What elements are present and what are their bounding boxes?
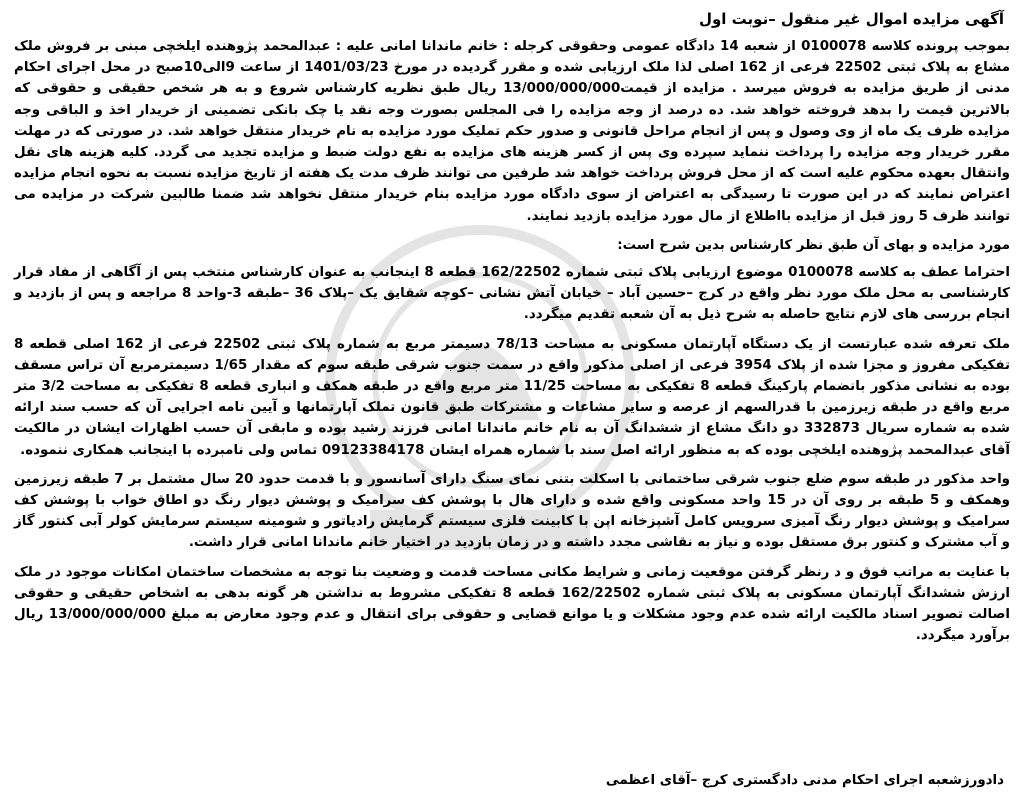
- expert-intro-line: مورد مزایده و بهای آن طبق نظر کارشناس بدین شرح است:: [617, 237, 1010, 253]
- auction-terms-paragraph: بموجب پرونده کلاسه 0100078 از شعبه 14 دادگاه عمومی وحقوقی کرجله : خانم ماندانا امانی علیه : عبدالمحمد پژوهنده ایلخچی مبنی بر فروش ملک مشاع به پلاک ثبتی 22502 فرعی از 162 اصلی لذا ملک ارزیابی شده و مقرر گردیده در مورخ 1401/03/23 از ساعت 9الی10صبح در محل اجرای احکام مدنی از طریق مزایده به فروش میرسد . مزایده از قیمت13/000/000/000 ریال طبق نظریه کارشناس شروع و به هر شخص حقیقی و حقوقی که بالاترین قیمت را بدهد فروخته خواهد شد. ده درصد از وجه مزایده را فی المجلس بصورت وجه نقد یا چک بانکی تضمینی از خریدار اخذ و الباقی وجه مزایده ظرف یک ماه از وی وصول و پس از انجام مراحل قانونی و صدور حکم تملیک مورد مزایده به نام خریدار منتقل خواهد شد. در صورتی که در مهلت مقرر خریدار وجه مزایده را پرداخت ننماید سپرده وی پس از کسر هزینه های مزایده به نفع دولت ضبط و مزایده تجدید می گردد. کلیه هزینه های نقل وانتقال بعهده محکوم علیه است که از محل فروش پرداخت خواهد شد طرفین می توانند ظرف مدت یک هفته از تاریخ مزایده نسبت به نحوه انجام مزایده اعتراض نمایند که در این صورت تا رسیدگی به اعتراض از سوی دادگاه مورد مزایده بنام خریدار منتقل نخواهد شد ضمنا طالبین شرکت در مزایده می توانند ظرف 5 روز قبل از مزایده بااطلاع از مال مورد مزایده بازدید نمایند.: [14, 39, 1011, 224]
- signature-footer: دادورزشعبه اجرای احکام مدنی دادگستری کرج –آقای اعظمی: [605, 773, 1004, 788]
- valuation-paragraph: با عنایت به مراتب فوق و د رنظر گرفتن موقعیت زمانی و شرایط مکانی مساحت قدمت و وضعیت بنا توجه به مشخصات ساختمان امکانات موجود در ملک ارزش ششدانگ آپارتمان مسکونی به پلاک ثبتی شماره 162/22502 قطعه 8 تفکیکی مشروط به نداشتن هر گونه بدهی به اشخاص حقیقی و حقوقی اصالت تصویر اسناد مالکیت ارائه شده عدم وجود مشکلات و یا موانع قضایی و حقوقی برای انتقال و عدم وجود معارض به مبلغ 13/000/000/000 ریال برآورد میگردد.: [14, 564, 1011, 644]
- unit-details-paragraph: واحد مذکور در طبقه سوم ضلع جنوب شرقی ساختمانی با اسکلت بتنی نمای سنگ دارای آسانسور و با قدمت حدود 20 سال مشتمل بر 7 طبقه زیرزمین وهمکف و 5 طبقه بر روی آن در 15 واحد مسکونی واقع شده و دارای هال با پوشش کف سرامیک و پوشش دیوار رنگ دو اطاق خواب با پوشش کف سرامیک و پوشش دیوار رنگ آمیزی سرویس کامل آشپزخانه اپن با کابینت فلزی سیستم گرمایش رادیاتور و شومینه سیستم سرمایش کولر آبی کنتور گاز و آب مشترک و کنتور برق مستقل بوده و نیاز به نقاشی مجدد داشته و در زمان بازدید در اختیار خانم ماندانا امانی قرار داشت.: [14, 471, 1010, 551]
- property-description-paragraph: ملک تعرفه شده عبارتست از یک دستگاه آپارتمان مسکونی به مساحت 78/13 دسیمتر مربع به شماره پلاک ثبتی 22502 فرعی از 162 اصلی قطعه 8 تفکیکی مفروز و مجزا شده از پلاک 3954 فرعی از اصلی مذکور واقع در سمت جنوب شرقی طبقه سوم که مقدار 1/65 دسیمترمربع آن تراس مسقف بوده به نشانی مذکور بانضمام پارکینگ قطعه 8 تفکیکی به مساحت 11/25 متر مربع واقع در طبقه همکف و انباری قطعه 8 تفکیکی به مساحت 3/2 متر مربع واقع در طبقه زیرزمین با قدرالسهم از عرصه و سایر مشاعات و مشترکات طبق قانون تملک آپارتمانها و آیین نامه اجرایی آن که حسب سند ارائه شده به شماره سریال 332873 دو دانگ مشاع از ششدانگ آن به نام خانم ماندانا امانی فرزند رشید بوده و مابقی آن حسب اظهارات ایشان در مالکیت آقای عبدالمحمد پژوهنده ایلخچی بوده که به منظور ارائه اصل سند با شماره همراه ایشان 09123384178 تماس ولی نامبرده با اینجانب همکاری ننموده.: [14, 336, 1011, 458]
- notice-title: آگهی مزایده اموال غیر منقول –نوبت اول: [698, 10, 1004, 28]
- expert-address-paragraph: احتراما عطف به کلاسه 0100078 موضوع ارزیابی پلاک ثبتی شماره 162/22502 قطعه 8 اینجانب به عنوان کارشناس منتخب پس از آگاهی از مفاد قرار کارشناسی به محل ملک مورد نظر واقع در کرج –حسین آباد – خیابان آتش نشانی –کوچه شقایق یک –پلاک 36 –طبقه 3-واحد 8 مراجعه و پس از بازدید و انجام بررسی های لازم نتایج حاصله به شرح ذیل به آن شعبه تقدیم میگردد.: [14, 265, 1011, 323]
